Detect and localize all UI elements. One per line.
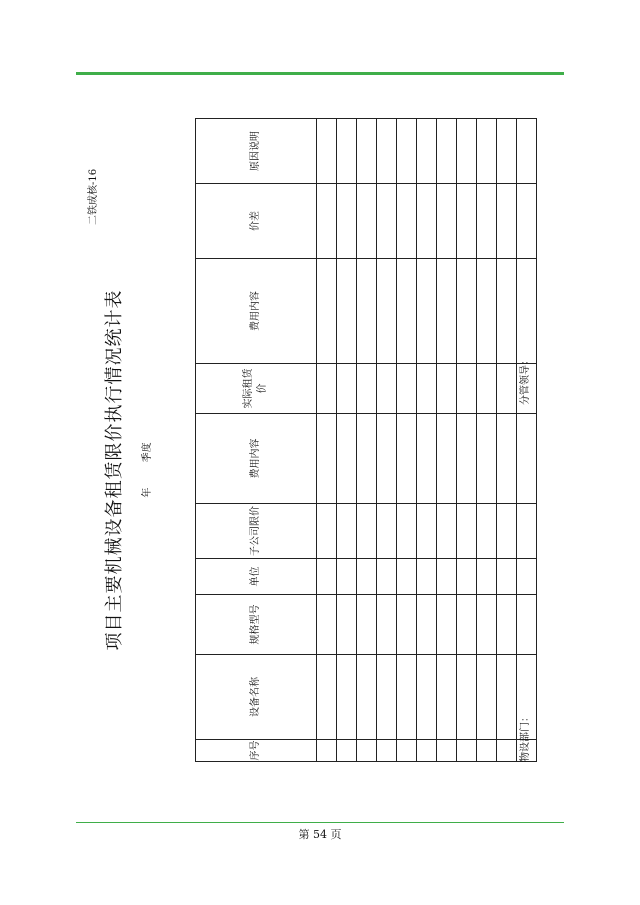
table-cell (517, 259, 537, 364)
table-cell (457, 740, 477, 762)
table-cell (317, 364, 337, 414)
table-cell (497, 364, 517, 414)
table-cell (437, 259, 457, 364)
table-cell (377, 655, 397, 740)
table-row (377, 119, 397, 762)
table-cell (337, 414, 357, 504)
col-header: 规格型号 (196, 595, 317, 655)
table-cell (337, 184, 357, 259)
col-header: 设备名称 (196, 655, 317, 740)
footer-rule (76, 822, 564, 823)
table-cell (357, 655, 377, 740)
form-code: 二铁成核-16 (88, 168, 99, 225)
col-header: 原因说明 (196, 119, 317, 184)
table-cell (377, 414, 397, 504)
table-cell (357, 740, 377, 762)
table-cell (337, 259, 357, 364)
table-cell (497, 655, 517, 740)
table-cell (377, 740, 397, 762)
table-cell (317, 119, 337, 184)
table-cell (457, 655, 477, 740)
table-cell (337, 364, 357, 414)
page-footer (0, 826, 640, 842)
table-row (437, 119, 457, 762)
table-cell (477, 559, 497, 595)
table-row (357, 119, 377, 762)
table-cell (377, 259, 397, 364)
table-cell (357, 364, 377, 414)
table-cell (477, 364, 497, 414)
table-cell (397, 364, 417, 414)
table-row (397, 119, 417, 762)
table-cell (457, 119, 477, 184)
table-cell (457, 184, 477, 259)
table-cell (377, 559, 397, 595)
table-cell (417, 655, 437, 740)
table-cell (317, 559, 337, 595)
table-cell (477, 504, 497, 559)
table-cell (457, 414, 477, 504)
table-cell (457, 559, 477, 595)
table-cell (397, 119, 417, 184)
table-cell (317, 184, 337, 259)
table-cell (517, 119, 537, 184)
table-cell (517, 559, 537, 595)
table-cell (317, 259, 337, 364)
leader-signature: 分管领导： (520, 355, 531, 405)
table-cell (397, 595, 417, 655)
table-body (317, 119, 537, 762)
table-cell (357, 119, 377, 184)
table-cell (377, 119, 397, 184)
table-cell (417, 740, 437, 762)
table-cell (477, 259, 497, 364)
table-cell (417, 364, 437, 414)
table-cell (457, 595, 477, 655)
table-cell (437, 414, 457, 504)
table-cell (377, 595, 397, 655)
table-cell (357, 414, 377, 504)
col-header: 子公司限价 (196, 504, 317, 559)
table-cell (417, 504, 437, 559)
table-cell (497, 414, 517, 504)
table-cell (397, 655, 417, 740)
col-header: 单位 (196, 559, 317, 595)
table-cell (457, 259, 477, 364)
table-cell (337, 655, 357, 740)
col-header: 实际租赁价 (196, 364, 317, 414)
table-cell (477, 740, 497, 762)
table-cell (377, 364, 397, 414)
page-number: 54 (313, 828, 327, 841)
table-cell (377, 504, 397, 559)
table-row (497, 119, 517, 762)
table-cell (477, 595, 497, 655)
col-header: 费用内容 (196, 414, 317, 504)
table-row (317, 119, 337, 762)
table-cell (437, 364, 457, 414)
table-cell (497, 259, 517, 364)
table-cell (337, 119, 357, 184)
table-cell (377, 184, 397, 259)
table-cell (417, 184, 437, 259)
table-cell (517, 504, 537, 559)
table-cell (417, 259, 437, 364)
quarter-label: 季度 (142, 442, 153, 463)
table-cell (477, 414, 497, 504)
col-header: 费用内容 (196, 259, 317, 364)
table-row (477, 119, 497, 762)
table-cell (337, 595, 357, 655)
form-title: 项目主要机械设备租赁限价执行情况统计表 (104, 289, 125, 651)
table-cell (477, 655, 497, 740)
table-cell (497, 119, 517, 184)
table-row (417, 119, 437, 762)
table-row (337, 119, 357, 762)
col-header: 序号 (196, 740, 317, 762)
table-cell (497, 504, 517, 559)
page-suffix: 页 (330, 828, 342, 841)
table-cell (517, 595, 537, 655)
table-cell (357, 595, 377, 655)
table-cell (477, 119, 497, 184)
table-cell (397, 559, 417, 595)
table-cell (437, 119, 457, 184)
table-cell (477, 184, 497, 259)
page-prefix: 第 (298, 828, 310, 841)
table-cell (417, 414, 437, 504)
reporting-period (138, 120, 153, 820)
table-cell (417, 559, 437, 595)
table-cell (397, 504, 417, 559)
table-cell (497, 184, 517, 259)
table-cell (437, 504, 457, 559)
table-cell (457, 504, 477, 559)
table-cell (337, 504, 357, 559)
col-header: 价差 (196, 184, 317, 259)
table-cell (417, 119, 437, 184)
table-cell (517, 184, 537, 259)
year-label: 年 (142, 487, 153, 498)
table-cell (437, 655, 457, 740)
table-cell (397, 259, 417, 364)
table-cell (317, 655, 337, 740)
table-cell (357, 504, 377, 559)
table-cell (397, 740, 417, 762)
rotated-form (70, 120, 531, 820)
table-cell (357, 259, 377, 364)
table-cell (337, 559, 357, 595)
table-cell (497, 740, 517, 762)
table-cell (437, 559, 457, 595)
table-cell (317, 595, 337, 655)
table-cell (317, 740, 337, 762)
table-header-row (196, 119, 317, 762)
table-cell (497, 595, 517, 655)
table-row (517, 119, 537, 762)
table-cell (437, 740, 457, 762)
table-cell (517, 414, 537, 504)
table-cell (317, 414, 337, 504)
table-cell (357, 559, 377, 595)
header-rule (76, 72, 564, 75)
table-cell (497, 559, 517, 595)
table-cell (397, 184, 417, 259)
table-cell (317, 504, 337, 559)
table-row (457, 119, 477, 762)
table-cell (457, 364, 477, 414)
table-cell (337, 740, 357, 762)
department-signature: 物设部门： (520, 712, 531, 762)
table-cell (357, 184, 377, 259)
table-cell (437, 184, 457, 259)
table-cell (397, 414, 417, 504)
rental-price-table (195, 118, 537, 762)
table-cell (437, 595, 457, 655)
table-cell (417, 595, 437, 655)
